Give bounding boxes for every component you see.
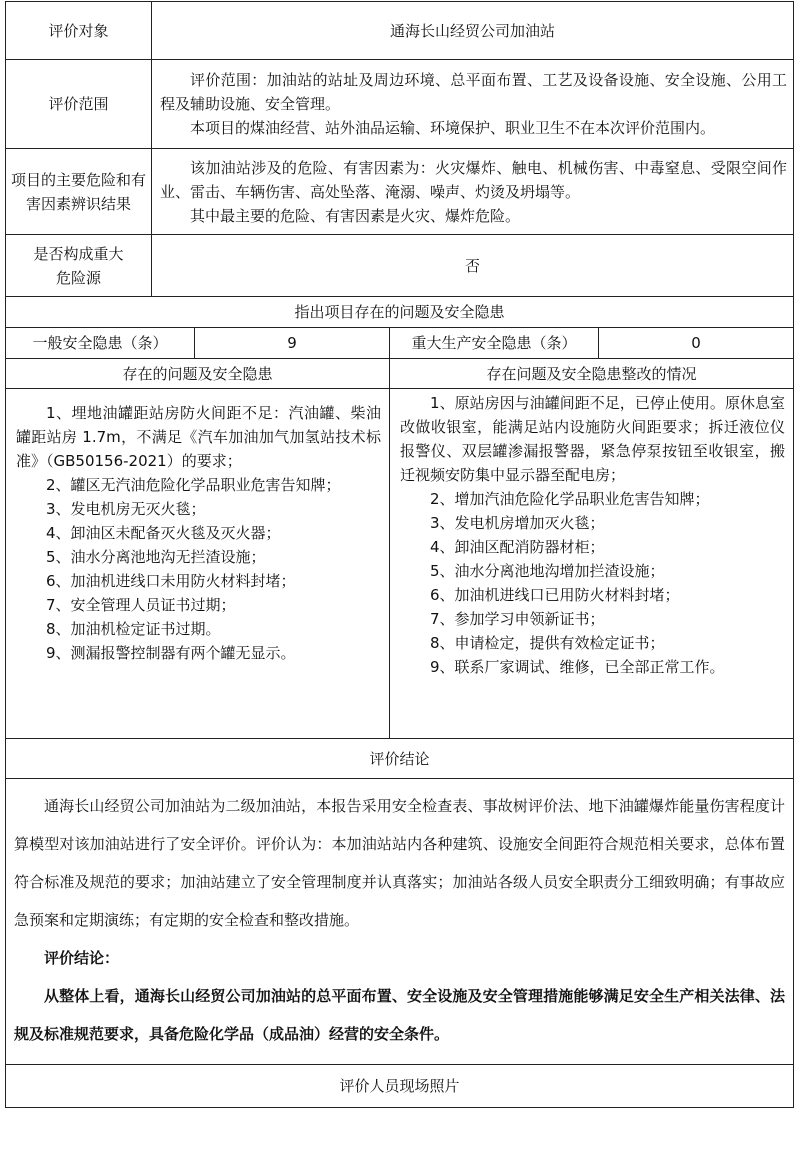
object-value: 通海长山经贸公司加油站 — [152, 2, 794, 60]
row-conclusion — [6, 779, 794, 1065]
row-conclusion-header — [6, 739, 794, 779]
problem-item: 3、发电机房无灭火毯； — [46, 500, 206, 518]
scope-content — [152, 60, 794, 149]
problem-item: 8、加油机检定证书过期。 — [46, 620, 221, 638]
hazards-label: 项目的主要危险和有害因素辨识结果 — [6, 149, 152, 235]
fix-item: 8、申请检定，提供有效检定证书； — [430, 634, 665, 652]
problem-item: 7、安全管理人员证书过期； — [46, 596, 236, 614]
general-count-value: 9 — [195, 328, 390, 359]
fix-item: 4、卸油区配消防器材柜； — [430, 538, 605, 556]
fix-item: 5、油水分离池地沟增加拦渣设施； — [430, 562, 665, 580]
fix-item: 3、发电机房增加灭火毯； — [430, 514, 605, 532]
fix-item: 2、增加汽油危险化学品职业危害告知牌； — [430, 490, 710, 508]
row-issues-header — [6, 297, 794, 328]
fix-item: 7、参加学习申领新证书； — [430, 610, 605, 628]
evaluation-table — [5, 1, 794, 1108]
major-count-value: 0 — [599, 328, 794, 359]
problems-list — [6, 389, 390, 739]
hazards-content — [152, 149, 794, 235]
object-label: 评价对象 — [6, 2, 152, 60]
fix-item: 9、联系厂家调试、维修，已全部正常工作。 — [430, 658, 725, 676]
hazards-paragraph: 其中最主要的危险、有害因素是火灾、爆炸危险。 — [190, 206, 521, 225]
row-object — [6, 2, 794, 60]
major-label: 是否构成重大危险源 — [6, 235, 152, 297]
hazards-paragraph: 该加油站涉及的危险、有害因素为：火灾爆炸、触电、机械伤害、中毒窒息、受限空间作业、雷击、车辆伤害、高处坠落、淹溺、噪声、灼烫及坍塌等。 — [160, 158, 788, 201]
fixes-column-header: 存在问题及安全隐患整改的情况 — [390, 359, 794, 389]
scope-label: 评价范围 — [6, 60, 152, 149]
conclusion-body: 通海长山经贸公司加油站为二级加油站，本报告采用安全检查表、事故树评价法、地下油罐爆炸能量伤害程度计算模型对该加油站进行了安全评价。评价认为：本加油站站内各种建筑、设施安全间距符合规范相关要求，总体布置符合标准及规范的要求；加油站建立了安全管理制度并认真落实；加油站各级人员安全职责分工细致明确；有事故应急预案和定期演练；有定期的安全检查和整改措施。 — [14, 796, 786, 929]
major-value: 否 — [152, 235, 794, 297]
problem-item: 5、油水分离池地沟无拦渣设施； — [46, 548, 266, 566]
fix-item: 1、原站房因与油罐间距不足，已停止使用。原休息室改做收银室，能满足站内设施防火间距要求；拆迁液位仪报警仪、双层罐渗漏报警器，紧急停泵按钮至收银室，搬迁视频安防集中显示器至配电房； — [400, 394, 786, 484]
problem-item: 1、埋地油罐距站房防火间距不足：汽油罐、柴油罐距站房 1.7m，不满足《汽车加油加气加氢站技术标准》（GB50156-2021）的要求； — [16, 404, 381, 470]
photos-header: 评价人员现场照片 — [6, 1065, 794, 1108]
conclusion-content — [6, 779, 794, 1065]
row-major-hazard — [6, 235, 794, 297]
problem-item: 4、卸油区未配备灭火毯及灭火器； — [46, 524, 281, 542]
problems-column-header: 存在的问题及安全隐患 — [6, 359, 390, 389]
conclusion-header: 评价结论 — [6, 739, 794, 779]
evaluation-sheet — [5, 1, 793, 1108]
row-scope — [6, 60, 794, 149]
conclusion-statement: 从整体上看，通海长山经贸公司加油站的总平面布置、安全设施及安全管理措施能够满足安全生产相关法律、法规及标准规范要求，具备危险化学品（成品油）经营的安全条件。 — [14, 986, 786, 1043]
row-column-headers — [6, 359, 794, 389]
problem-item: 6、加油机进线口未用防火材料封堵； — [46, 572, 296, 590]
fix-item: 6、加油机进线口已用防火材料封堵； — [430, 586, 680, 604]
fixes-list — [390, 389, 794, 739]
row-photos-header — [6, 1065, 794, 1108]
row-problems-fixes — [6, 389, 794, 739]
problem-item: 9、测漏报警控制器有两个罐无显示。 — [46, 644, 296, 662]
scope-paragraph: 评价范围：加油站的站址及周边环境、总平面布置、工艺及设备设施、安全设施、公用工程及辅助设施、安全管理。 — [160, 71, 788, 113]
general-count-label: 一般安全隐患（条） — [6, 328, 195, 359]
issues-header: 指出项目存在的问题及安全隐患 — [6, 297, 794, 328]
scope-paragraph: 本项目的煤油经营、站外油品运输、环境保护、职业卫生不在本次评价范围内。 — [190, 119, 716, 137]
row-hazards — [6, 149, 794, 235]
major-count-label: 重大生产安全隐患（条） — [390, 328, 599, 359]
conclusion-subhead: 评价结论： — [44, 948, 120, 967]
row-counts — [6, 328, 794, 359]
problem-item: 2、罐区无汽油危险化学品职业危害告知牌； — [46, 476, 341, 494]
